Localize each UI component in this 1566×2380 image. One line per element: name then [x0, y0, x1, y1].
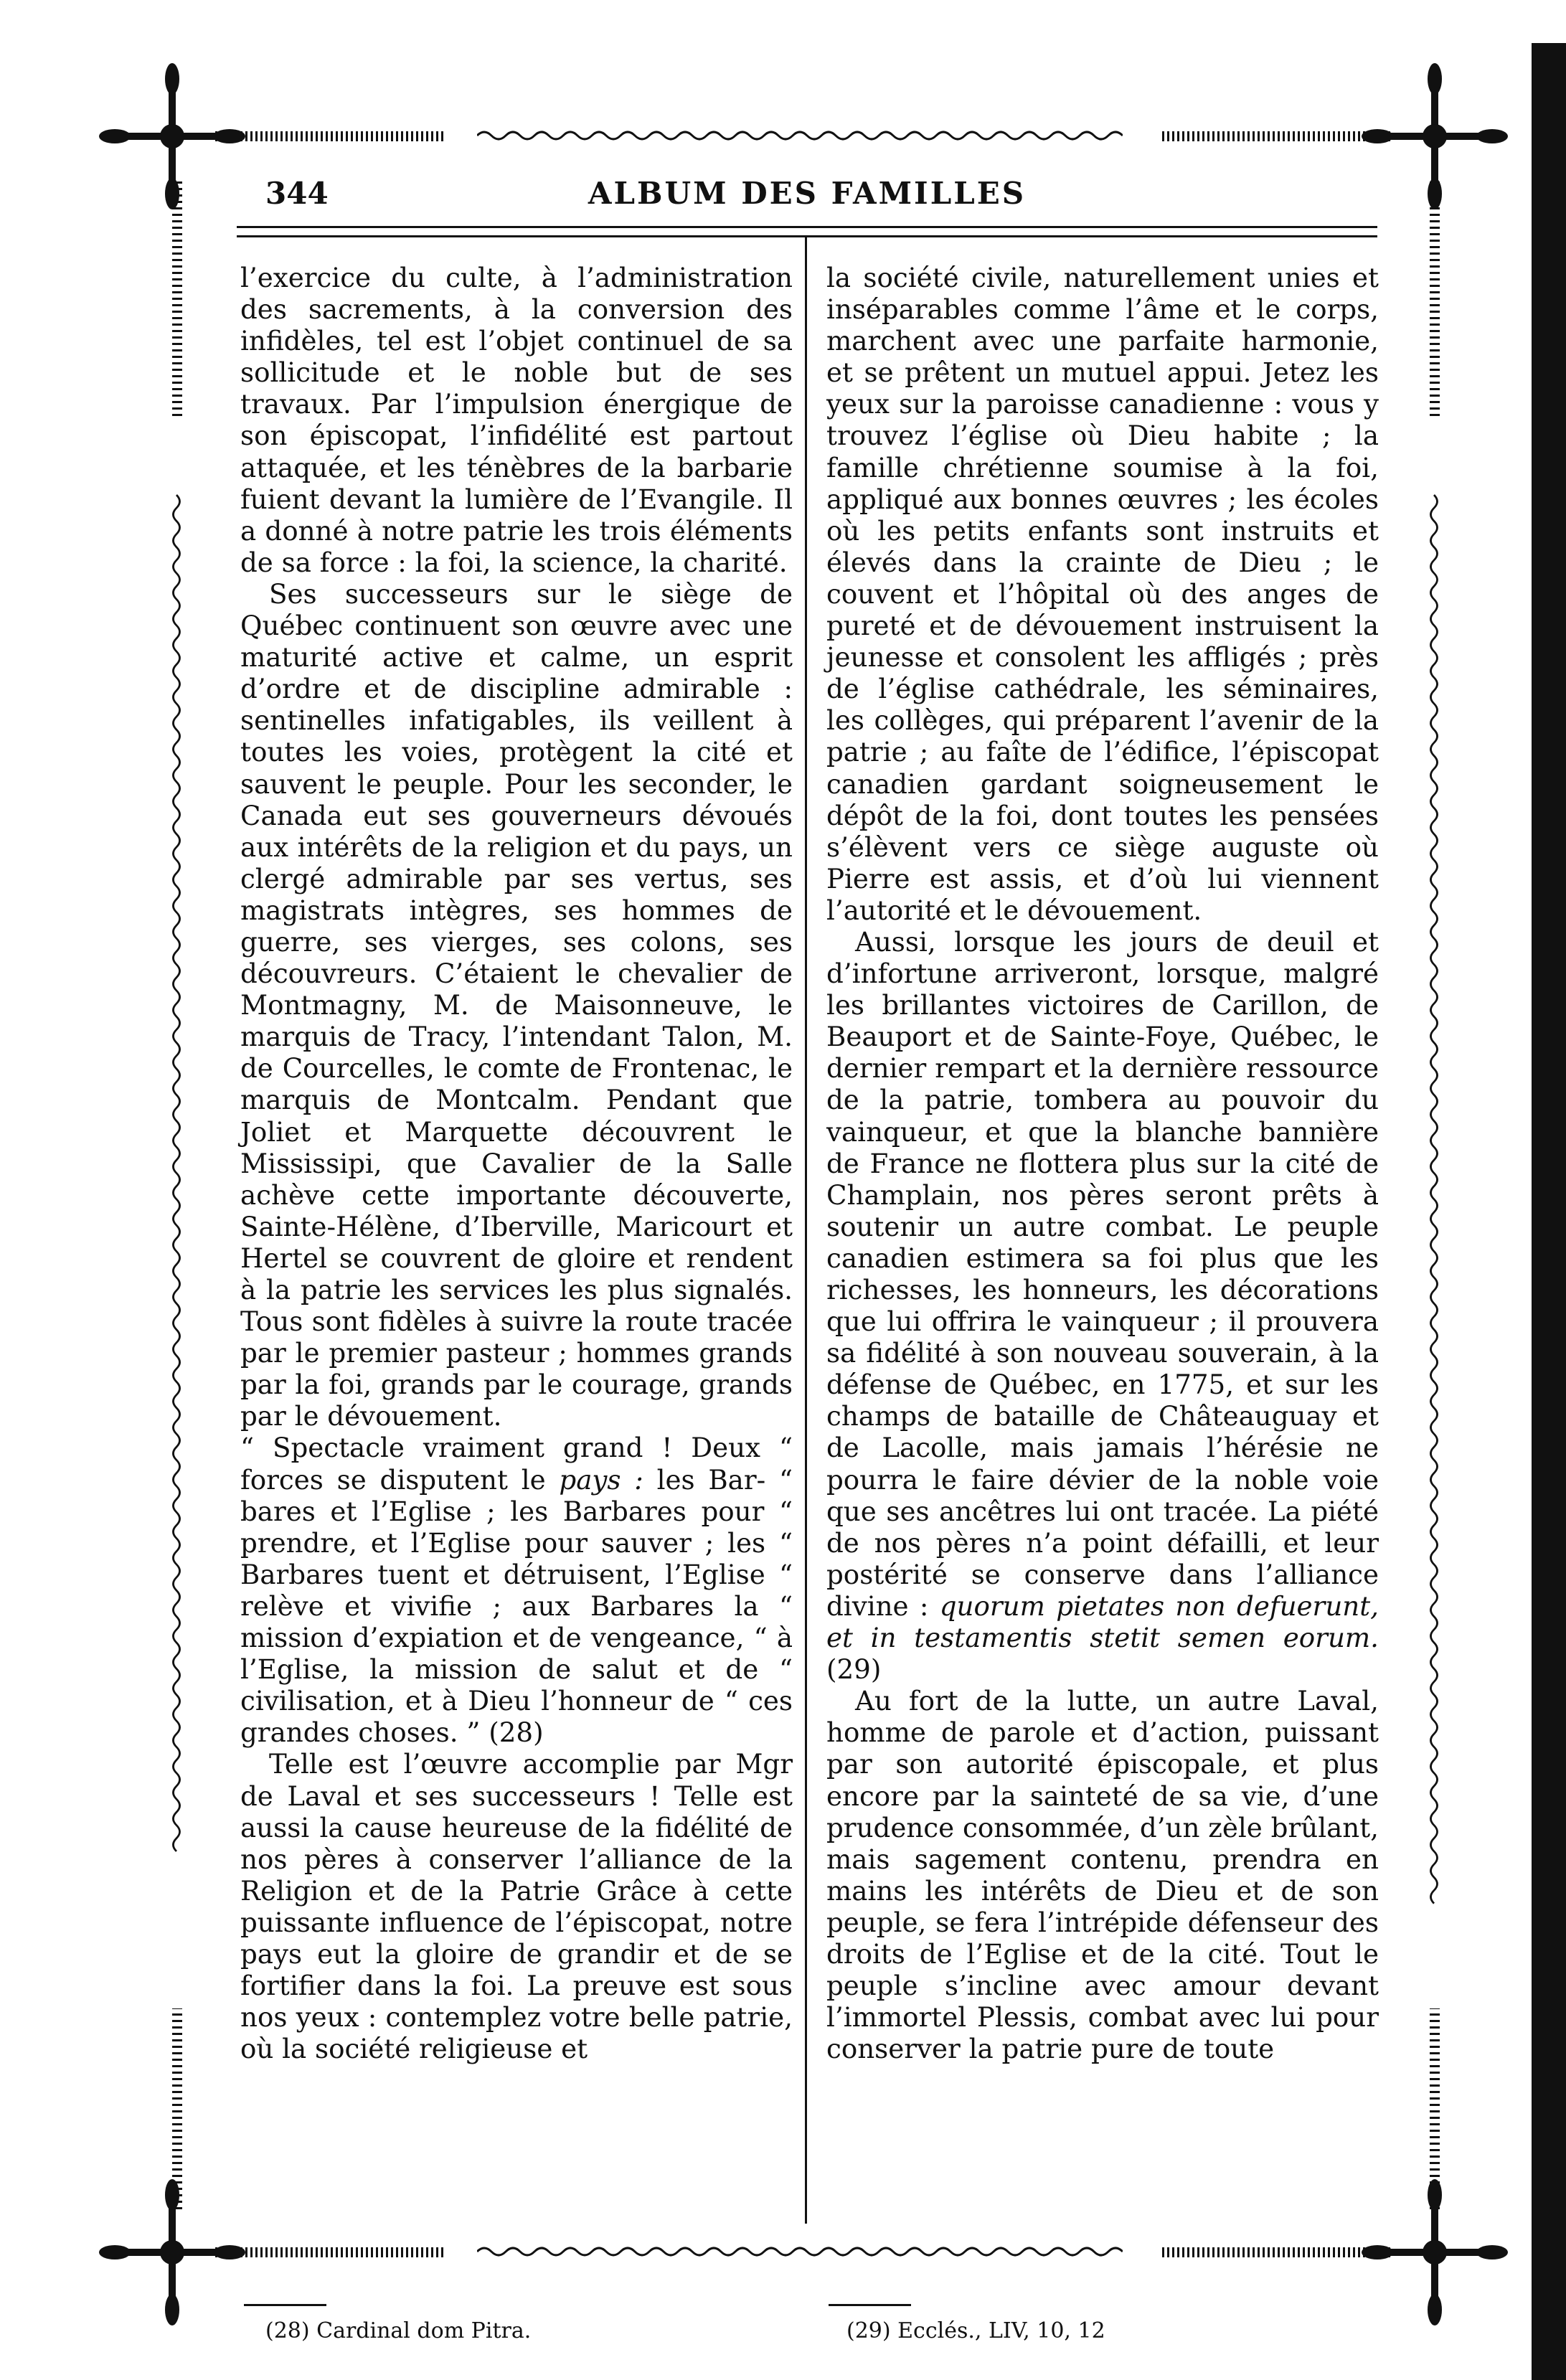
paragraph: Ses successeurs sur le siège de Québec continuent son œuvre avec une maturité active et calme, un esprit d’ordre et de discipline admirable : sentinelles infatigables, ils veillent à toutes les voies, protègent la cité et sauvent le peuple. Pour les seconder, le Canada eut ses gouverneurs dévoués aux intérêts de la religion et du pays, un clergé admirable par ses vertus, ses magistrats intègres, ses hommes de guerre, ses vierges, ses colons, ses découvreurs. C’étaient le chevalier de Montmagny, M. de Maisonneuve, le marquis de Tracy, l’intendant Talon, M. de Courcelles, le comte de Frontenac, le marquis de Montcalm. Pendant que Joliet et Marquette découvrent le Mississipi, que Cavalier de la Salle achève cette importante découverte, Sainte-Hélène, d’Iberville, Maricourt et Hertel se couvrent de gloire et rendent à la patrie les services les plus signalés. Tous sont fidèles à suivre la route tracée par le premier pasteur ; hommes grands par la foi, grands par le courage, grands par le dévouement.: [240, 577, 793, 1432]
quote-text: “ Spectacle vraiment grand ! Deux “ forces se disputent le: [240, 1432, 793, 1496]
left-hatch-top: [172, 179, 182, 416]
header-double-rule: [237, 226, 1377, 237]
quotation: [240, 1432, 793, 1748]
cross-ornament-icon: [1359, 2177, 1510, 2328]
paragraph: l’exercice du culte, à l’administration des sacrements, à la conversion des infidèles, tel est l’objet continuel de sa sollicitude et le noble but de ses travaux. Par l’impulsion énergique de son épiscopat, l’infidélité est partout attaquée, et les ténèbres de la barbarie fuient devant la lumière de l’Evangile. Il a donné à notre patrie les trois éléments de sa force : la foi, la science, la charité.: [240, 262, 793, 578]
bottom-hatch-right: [1162, 2247, 1392, 2257]
top-hatch-right: [1162, 131, 1392, 141]
right-hatch-top: [1430, 179, 1440, 416]
column-divider: [805, 237, 807, 2224]
page-number: 344: [265, 176, 329, 211]
paragraph: Telle est l’œuvre accomplie par Mgr de Laval et ses successeurs ! Telle est aussi la cause heureuse de la fidélité de nos pères à conserver l’alliance de la Religion et de la Patrie Grâce à cette puissante influence de l’épiscopat, notre pays eut la gloire de grandir et de se fortifier dans la foi. La preuve est sous nos yeux : contemplez votre belle patrie, où la société religieuse et: [240, 1748, 793, 2065]
quote-text: les Bar- “ bares et l’Eglise ; les Barbares pour “ prendre, et l’Eglise pour sauver ; les “ Barbares tuent et détruisent, l’Eglise “ relève et vivifie ; aux Barbares la “ mission d’expiation et de vengeance, “ à l’Eglise, la mission de salut et de “ civilisation, et à Dieu l’honneur de “ ces grandes choses. ” (28): [240, 1463, 793, 1749]
footnote-rule: [829, 2304, 911, 2306]
running-title: ALBUM DES FAMILLES: [588, 176, 1027, 211]
quote-italic: pays :: [559, 1463, 643, 1496]
paragraph-text: Aussi, lorsque les jours de deuil et d’infortune arriveront, lorsque, malgré les brillantes victoires de Carillon, de Beauport et de Sainte-Foye, Québec, le dernier rempart et la dernière ressource de la patrie, tombera au pouvoir du vainqueur, et que la blanche bannière de France ne flottera plus sur la cité de Champlain, nos pères seront prêts à soutenir un autre combat. Le peuple canadien estimera sa foi plus que les richesses, les honneurs, les décorations que lui offrira le vainqueur ; il prouvera sa fidélité à son nouveau souverain, à la défense de Québec, en 1775, et sur les champs de bataille de Châteauguay et de Lacolle, mais jamais l’hérésie ne pourra le faire dévier de la noble voie que ses ancêtres lui ont tracée. La piété de nos pères n’a point défailli, et leur postérité se conserve dans l’alliance divine :: [826, 925, 1379, 1622]
footnote-29: (29) Ecclés., LIV, 10, 12: [846, 2318, 1105, 2343]
paragraph: la société civile, naturellement unies et inséparables comme l’âme et le corps, marchent avec une parfaite harmonie, et se prêtent un mutuel appui. Jetez les yeux sur la paroisse canadienne : vous y trouvez l’église où Dieu habite ; la famille chrétienne soumise à la foi, appliqué aux bonnes œuvres ; les écoles où les petits enfants sont instruits et élevés dans la crainte de Dieu ; le couvent et l’hôpital où des anges de pureté et de dévouement instruisent la jeunesse et consolent les affligés ; près de l’église cathédrale, les séminaires, les collèges, qui préparent l’avenir de la patrie ; au faîte de l’édifice, l’épiscopat canadien gardant soigneusement le dépôt de la foi, dont toutes les pensées s’élèvent vers ce siège auguste où Pierre est assis, et d’où lui viennent l’autorité et le dévouement.: [826, 262, 1379, 926]
left-wave-rule: [169, 423, 184, 2001]
top-wave-rule: [477, 126, 1123, 145]
left-column: [240, 262, 793, 2064]
bottom-hatch-left: [215, 2247, 445, 2257]
page-header: [237, 176, 1377, 219]
right-column: [826, 262, 1379, 2064]
footnote-ref: (29): [826, 1653, 882, 1686]
cross-ornament-icon: [97, 2177, 247, 2328]
cross-ornament-icon: [1359, 61, 1510, 212]
top-hatch-left: [215, 131, 445, 141]
page-edge-shadow: [1532, 43, 1566, 2380]
paragraph: [826, 926, 1379, 1685]
bottom-wave-rule: [477, 2242, 1123, 2261]
paragraph: Au fort de la lutte, un autre Laval, homme de parole et d’action, puissant par son autorité épiscopale, et plus encore par la sainteté de sa vie, d’une prudence consommée, d’un zèle brûlant, mais sagement contenu, prendra en mains les intérêts de Dieu et de son peuple, se fera l’intrépide défenseur des droits de l’Eglise et de la cité. Tout le peuple s’incline avec amour devant l’immortel Plessis, combat avec lui pour conserver la patrie pure de toute: [826, 1685, 1379, 2065]
cross-ornament-icon: [97, 61, 247, 212]
latin-quotation: quorum pietates non defuerunt, et in testamentis stetit semen eorum.: [826, 1590, 1379, 1654]
footnote-28: (28) Cardinal dom Pitra.: [265, 2318, 532, 2343]
footnote-rule: [244, 2304, 326, 2306]
right-wave-rule: [1427, 423, 1441, 2001]
